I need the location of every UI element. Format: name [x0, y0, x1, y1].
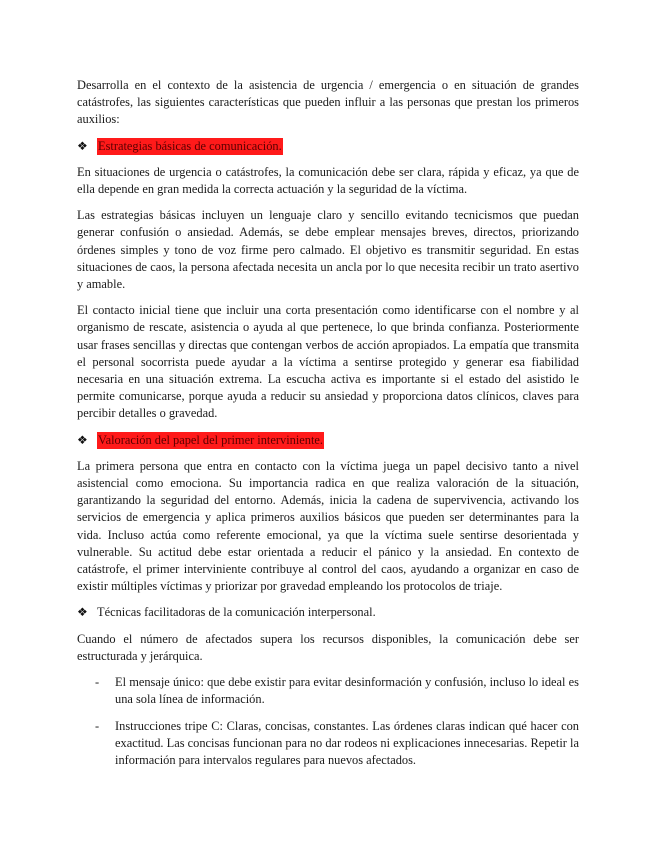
heading-text: Técnicas facilitadoras de la comunicación interpersonal. [97, 605, 376, 620]
dash-marker: - [95, 675, 100, 690]
dash-list [77, 674, 579, 769]
paragraph: En situaciones de urgencia o catástrofes, la comunicación debe ser clara, rápida y eficaz, ya que de ella depende en gran medida la correcta actuación y la seguridad de la víctima. [77, 164, 579, 197]
paragraph: El contacto inicial tiene que incluir una corta presentación como identificarse con el nombre y al organismo de rescate, asistencia o ayuda al que pertenece, lo que brinda confianza. Posteriormente usar frases sencillas y directas que contengan verbos de acción apropiados. La empatía que transmita el personal socorrista puede ayudar a la víctima a sentirse protegido y generar esa fiabilidad necesaria en una situación extrema. La escucha activa es importante si el estado del asistido le permite comunicarse, porque ayuda a reducir su ansiedad y proporciona datos clínicos, claves para percibir detalles o gravedad. [77, 303, 579, 421]
intro-paragraph: Desarrolla en el contexto de la asistencia de urgencia / emergencia o en situación de grandes catástrofes, las siguientes características que pueden influir a las personas que prestan los primeros auxilios: [77, 78, 579, 127]
diamond-bullet-icon: ❖ [77, 432, 88, 447]
list-item [77, 718, 579, 770]
paragraph: Las estrategias básicas incluyen un lenguaje claro y sencillo evitando tecnicismos que puedan generar confusión o ansiedad. Además, se debe emplear mensajes breves, directos, priorizando órdenes simples y tono de voz firme pero calmado. El objetivo es transmitir seguridad. En estas situaciones de caos, la persona afectada necesita un ancla por lo que necesita recibir un trato asertivo y amable. [77, 208, 579, 292]
list-item [77, 674, 579, 708]
section-heading-first-responder [77, 432, 579, 449]
heading-text-highlighted: Estrategias básicas de comunicación. [97, 138, 283, 155]
paragraph: La primera persona que entra en contacto con la víctima juega un papel decisivo tanto a nivel asistencial como emociona. Su importancia radica en que realiza valoración de la situación, garantizando la seguridad del entorno. Además, inicia la cadena de supervivencia, activando los servicios de emergencia y aplica primeros auxilios básicos que pueden ser determinantes para la vida. Incluso actúa como referente emocional, ya que la víctima suele sentirse desorientada y vulnerable. Su actitud debe estar orientada a reducir el pánico y la ansiedad. En contexto de catástrofe, el primer interviniente contribuye al control del caos, ayudando a organizar en caso de existir múltiples víctimas y priorizar por gravedad empleando los protocolos de triaje. [77, 458, 579, 594]
paragraph: Cuando el número de afectados supera los recursos disponibles, la comunicación debe ser estructurada y jerárquica. [77, 631, 579, 663]
section-heading-strategies [77, 138, 579, 155]
section-heading-techniques [77, 604, 579, 621]
list-item-text: El mensaje único: que debe existir para evitar desinformación y confusión, incluso lo ideal es una sola línea de información. [115, 675, 579, 707]
diamond-bullet-icon: ❖ [77, 605, 88, 620]
heading-text-highlighted: Valoración del papel del primer interviniente. [97, 432, 324, 449]
dash-marker: - [95, 718, 100, 733]
diamond-bullet-icon: ❖ [77, 138, 88, 153]
list-item-text: Instrucciones tripe C: Claras, concisas, constantes. Las órdenes claras indican qué hacer con exactitud. Las concisas funcionan para no dar rodeos ni explicaciones innecesarias. Repetir la información para intervalos regulares para nuevos afectados. [115, 718, 579, 767]
